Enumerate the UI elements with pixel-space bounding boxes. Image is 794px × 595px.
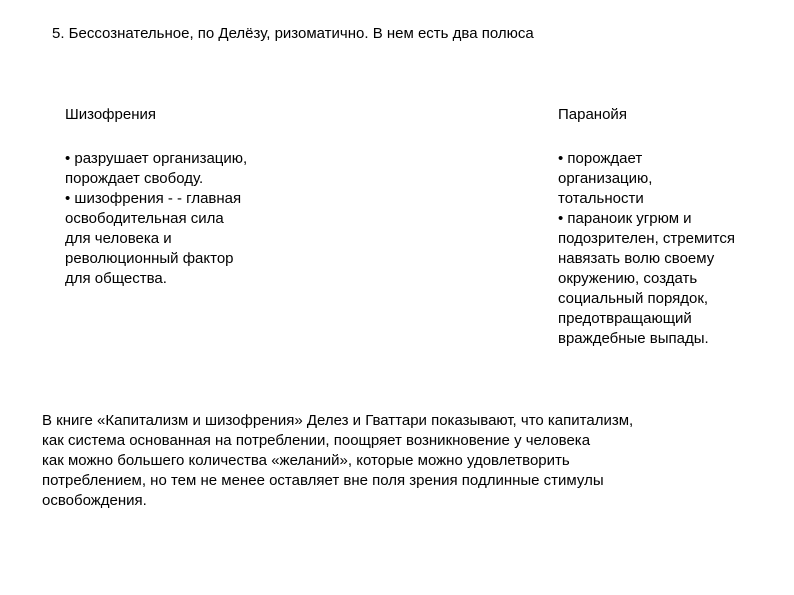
text-line: окружению, создать	[558, 270, 698, 287]
text-line: освободительная сила	[65, 210, 224, 227]
text-line: революционный фактор	[65, 250, 234, 267]
slide-title: 5. Бессознательное, по Делёзу, ризоматично. В нем есть два полюса	[52, 25, 534, 42]
text-line: В книге «Капитализм и шизофрения» Делез и Гваттари показывают, что капитализм,	[42, 412, 634, 429]
text-line: • параноик угрюм и	[558, 210, 692, 227]
text-line: для общества.	[65, 270, 167, 287]
text-line: • шизофрения - - главная	[65, 190, 242, 207]
text-line: как можно большего количества «желаний», которые можно удовлетворить	[42, 452, 570, 469]
text-line: подозрителен, стремится	[558, 230, 735, 247]
text-line: потреблением, но тем не менее оставляет вне поля зрения подлинные стимулы	[42, 472, 604, 489]
paranoia-text	[558, 149, 788, 349]
text-line: для человека и	[65, 230, 172, 247]
text-line: предотвращающий	[558, 310, 692, 327]
text-line: освобождения.	[42, 492, 147, 509]
text-line: навязать волю своему	[558, 250, 715, 267]
text-line: • порождает	[558, 150, 643, 167]
text-line: социальный порядок,	[558, 290, 709, 307]
text-line: организацию,	[558, 170, 653, 187]
paranoia-heading: Паранойя	[558, 106, 627, 123]
text-line: враждебные выпады.	[558, 330, 709, 347]
capitalism-paragraph	[42, 411, 782, 511]
text-line: как система основанная на потреблении, поощряет возникновение у человека	[42, 432, 591, 449]
schizophrenia-heading: Шизофрения	[65, 106, 156, 123]
text-line: • разрушает организацию,	[65, 150, 248, 167]
schizophrenia-text	[65, 149, 315, 289]
text-line: порождает свободу.	[65, 170, 204, 187]
text-line: тотальности	[558, 190, 644, 207]
